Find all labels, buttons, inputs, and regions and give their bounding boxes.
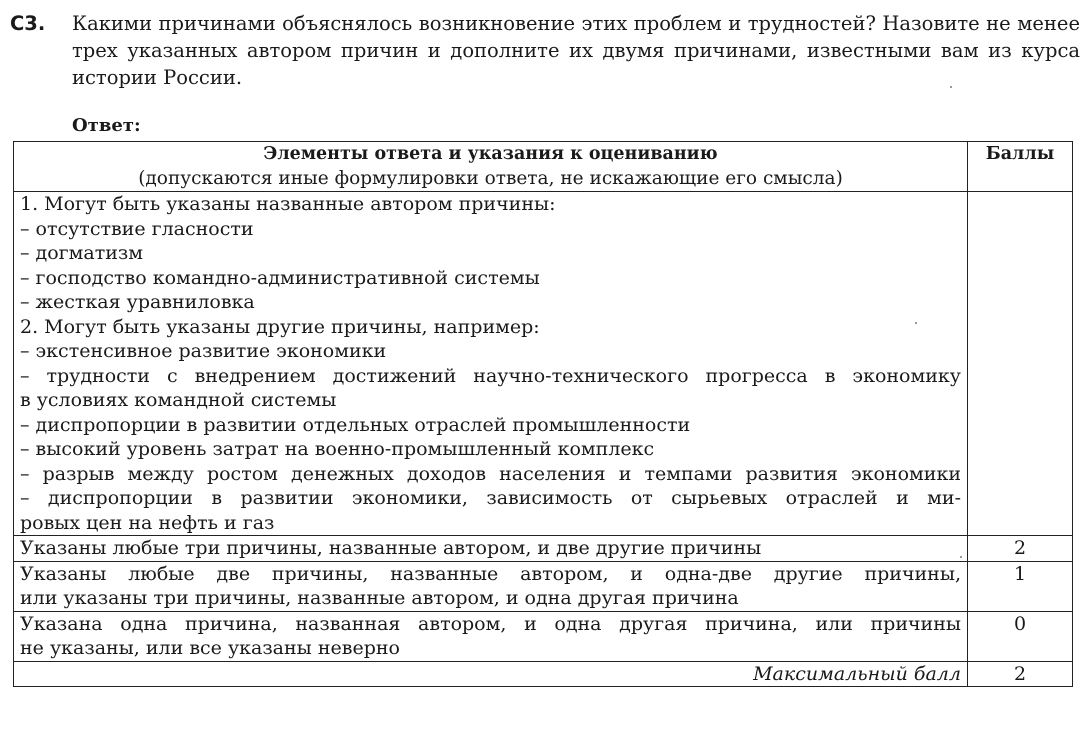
- question-block: [10, 10, 1080, 91]
- criterion-points: 0: [968, 611, 1073, 661]
- criterion-line: Указаны любые три причины, названные автором, и две другие причины: [20, 537, 762, 559]
- content-line: ровых цен на нефть и газ: [20, 511, 275, 534]
- content-line: – господство командно-административной системы: [20, 266, 540, 289]
- criterion-text: [14, 536, 968, 562]
- content-line: в условиях командной системы: [20, 389, 337, 411]
- criterion-row: [14, 611, 1073, 661]
- content-line: – диспропорции в развитии отдельных отраслей промышленности: [20, 413, 691, 436]
- criterion-points: 2: [968, 536, 1073, 562]
- header-points: Баллы: [968, 142, 1073, 192]
- scan-speck: [960, 556, 962, 558]
- criterion-row: [14, 536, 1073, 562]
- content-line: – диспропорции в развитии экономики, зависимость от сырьевых отраслей и ми-: [20, 487, 961, 509]
- criterion-points: 1: [968, 561, 1073, 611]
- table-header-row: [14, 142, 1073, 192]
- content-points-empty: [968, 192, 1073, 536]
- grading-table: [13, 141, 1073, 687]
- criterion-row: [14, 561, 1073, 611]
- criterion-line: или указаны три причины, названные автором, и одна другая причина: [20, 587, 739, 609]
- content-line: 1. Могут быть указаны названные автором причины:: [20, 193, 556, 215]
- content-line: – жесткая уравниловка: [20, 291, 255, 313]
- max-score-label: Максимальный балл: [14, 661, 968, 687]
- content-line: – трудности с внедрением достижений научно-технического прогресса в экономику: [20, 364, 961, 387]
- max-row: [14, 661, 1073, 687]
- criterion-line: не указаны, или все указаны неверно: [20, 637, 400, 659]
- header-elements: [14, 142, 968, 192]
- answer-content: [14, 192, 968, 536]
- content-row: [14, 192, 1073, 536]
- content-line: – отсутствие гласности: [20, 217, 254, 240]
- scan-speck: [950, 86, 952, 88]
- content-line: – высокий уровень затрат на военно-промышленный комплекс: [20, 438, 655, 460]
- question-number: С3.: [10, 12, 46, 35]
- max-score-points: 2: [968, 661, 1073, 687]
- question-text: Какими причинами объяснялось возникновение этих проблем и трудностей? Назовите не менее трех указанных автором причин и дополните их двумя причинами, известными вам из курса истории России.: [72, 12, 1080, 89]
- header-elements-note: (допускаются иные формулировки ответа, не искажающие его смысла): [138, 167, 843, 189]
- answer-label: Ответ:: [72, 115, 141, 136]
- criterion-text: [14, 561, 968, 611]
- content-line: – разрыв между ростом денежных доходов населения и темпами развития экономики: [20, 462, 961, 485]
- header-elements-title: Элементы ответа и указания к оцениванию: [263, 144, 718, 164]
- criterion-text: [14, 611, 968, 661]
- content-line: – догматизм: [20, 242, 144, 264]
- criterion-line: Указаны любые две причины, названные автором, и одна-две другие причины,: [20, 562, 961, 585]
- scan-speck: [915, 322, 917, 324]
- content-line: 2. Могут быть указаны другие причины, например:: [20, 315, 540, 338]
- content-line: – экстенсивное развитие экономики: [20, 340, 387, 362]
- criterion-line: Указана одна причина, названная автором, и одна другая причина, или причины: [20, 612, 961, 635]
